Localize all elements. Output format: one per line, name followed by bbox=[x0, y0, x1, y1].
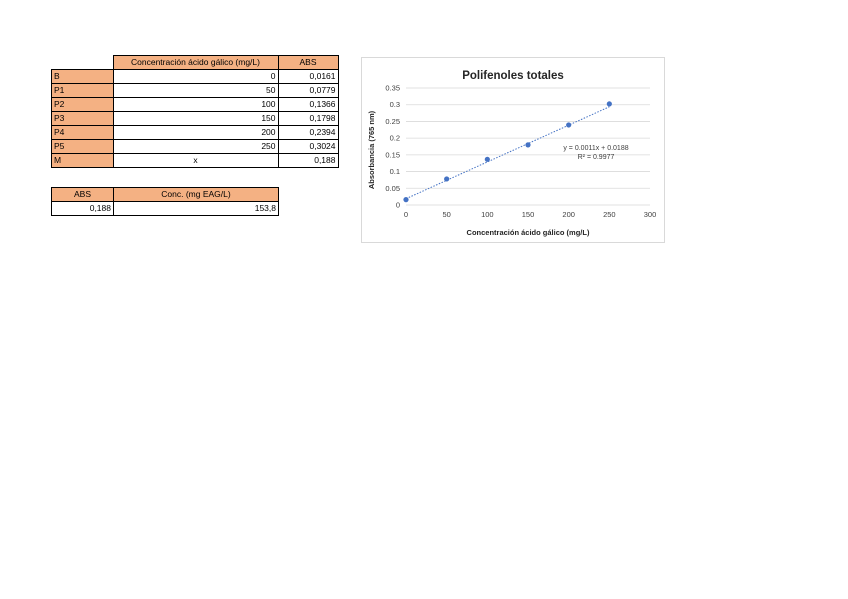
x-tick-label: 300 bbox=[643, 210, 657, 219]
abs-cell[interactable]: 0,1798 bbox=[278, 112, 338, 126]
x-tick-label: 250 bbox=[603, 210, 616, 219]
row-label[interactable]: M bbox=[52, 154, 114, 168]
y-tick-label: 0.25 bbox=[385, 116, 400, 126]
result-table bbox=[51, 187, 279, 216]
table-row bbox=[52, 84, 339, 98]
table-row bbox=[52, 70, 339, 84]
y-tick-label: 0.05 bbox=[385, 183, 400, 193]
row-label[interactable]: P5 bbox=[52, 140, 114, 154]
header-abs[interactable]: ABS bbox=[278, 56, 338, 70]
row-label[interactable]: P1 bbox=[52, 84, 114, 98]
x-tick-label: 100 bbox=[481, 210, 494, 219]
row-label[interactable]: P3 bbox=[52, 112, 114, 126]
abs-cell[interactable]: 0,1366 bbox=[278, 98, 338, 112]
table-header-row bbox=[52, 56, 339, 70]
y-tick-label: 0 bbox=[395, 200, 400, 210]
trendline bbox=[406, 107, 609, 199]
x-axis-label: Concentración ácido gálico (mg/L) bbox=[466, 228, 590, 237]
trendline-equation: y = 0.0011x + 0.0188 bbox=[563, 145, 629, 152]
calibration-table bbox=[51, 55, 339, 168]
abs-cell[interactable]: 0,3024 bbox=[278, 140, 338, 154]
x-tick-label: 50 bbox=[442, 210, 451, 219]
data-point bbox=[403, 197, 408, 202]
abs-cell[interactable]: 0,188 bbox=[52, 202, 114, 216]
data-point bbox=[566, 122, 571, 127]
header-abs[interactable]: ABS bbox=[52, 188, 114, 202]
header-conc[interactable]: Conc. (mg EAG/L) bbox=[114, 188, 279, 202]
y-tick-label: 0.15 bbox=[385, 150, 400, 160]
conc-cell[interactable]: 150 bbox=[113, 112, 278, 126]
corner-cell bbox=[52, 56, 114, 70]
data-point bbox=[485, 157, 490, 162]
conc-cell[interactable]: 153,8 bbox=[114, 202, 279, 216]
x-tick-label: 200 bbox=[562, 210, 575, 219]
r-squared-label: R² = 0.9977 bbox=[577, 154, 615, 161]
y-tick-label: 0.1 bbox=[389, 167, 400, 177]
table-header-row bbox=[52, 188, 279, 202]
table-row bbox=[52, 112, 339, 126]
conc-cell[interactable]: 250 bbox=[113, 140, 278, 154]
conc-cell[interactable]: 50 bbox=[113, 84, 278, 98]
data-point bbox=[607, 101, 612, 106]
abs-cell[interactable]: 0,0161 bbox=[278, 70, 338, 84]
table-row bbox=[52, 98, 339, 112]
y-tick-label: 0.2 bbox=[389, 133, 400, 143]
x-tick-label: 150 bbox=[521, 210, 535, 219]
table-row bbox=[52, 140, 339, 154]
table-row bbox=[52, 126, 339, 140]
data-point bbox=[525, 142, 530, 147]
header-concentration[interactable]: Concentración ácido gálico (mg/L) bbox=[113, 56, 278, 70]
scatter-chart bbox=[362, 58, 664, 242]
table-row bbox=[52, 202, 279, 216]
conc-cell[interactable]: 0 bbox=[113, 70, 278, 84]
conc-cell[interactable]: 200 bbox=[113, 126, 278, 140]
abs-cell[interactable]: 0,2394 bbox=[278, 126, 338, 140]
y-tick-label: 0.35 bbox=[385, 83, 400, 93]
row-label[interactable]: P4 bbox=[52, 126, 114, 140]
y-tick-label: 0.3 bbox=[389, 100, 400, 110]
conc-cell[interactable]: x bbox=[113, 154, 278, 168]
abs-cell[interactable]: 0,0779 bbox=[278, 84, 338, 98]
row-label[interactable]: P2 bbox=[52, 98, 114, 112]
x-tick-label: 0 bbox=[403, 210, 409, 219]
row-label[interactable]: B bbox=[52, 70, 114, 84]
abs-cell[interactable]: 0,188 bbox=[278, 154, 338, 168]
y-axis-ticks bbox=[385, 84, 400, 210]
x-axis-ticks bbox=[404, 210, 656, 219]
chart-title: Polifenoles totales bbox=[462, 70, 564, 82]
data-point bbox=[444, 176, 449, 181]
chart-area[interactable] bbox=[361, 57, 665, 243]
table-row bbox=[52, 154, 339, 168]
conc-cell[interactable]: 100 bbox=[113, 98, 278, 112]
y-axis-label: Absorbancia (765 nm) bbox=[367, 110, 376, 190]
